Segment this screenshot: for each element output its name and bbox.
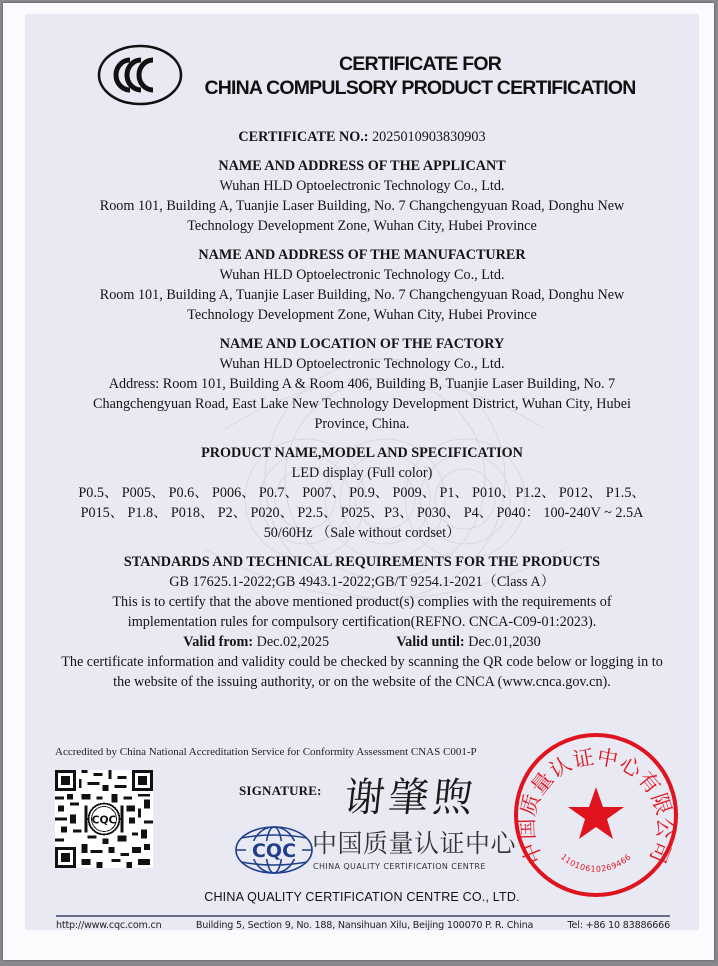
issuer-company-name: CHINA QUALITY CERTIFICATION CENTRE CO., LTD. <box>204 890 520 904</box>
valid-from-date: Dec.02,2025 <box>256 634 330 650</box>
factory-address-1: Address: Room 101, Building A & Room 406, Building B, Tuanjie Laser Building, No. 7 <box>108 376 616 392</box>
certificate-paper <box>25 14 699 930</box>
footer-telephone: Tel: +86 10 83886666 <box>567 920 670 930</box>
cqc-chinese-name: 中国质量认证中心 <box>312 829 517 858</box>
official-seal-stamp <box>510 729 682 901</box>
accreditation-note: Accredited by China National Accreditation Service for Conformity Assessment CNAS C001-P <box>55 746 477 758</box>
validity-row <box>25 632 699 652</box>
factory-name: Wuhan HLD Optoelectronic Technology Co., Ltd. <box>219 356 505 372</box>
product-models-1: P0.5、 P005、 P0.6、 P006、 P0.7、 P007、 P0.9、 P009、 P1、 P010、P1.2、 P012、 P1.5、 <box>78 485 646 501</box>
certify-statement-1: This is to certify that the above mentioned product(s) complies with the requirements of <box>112 594 612 610</box>
verification-note-2: the website of the issuing authority, or on the website of the CNCA (www.cnca.gov.cn). <box>113 674 611 690</box>
verification-note-1: The certificate information and validity could be checked by scanning the QR code below or logging in to <box>61 654 663 670</box>
footer <box>56 920 670 930</box>
signature: 谢肇煦 <box>342 775 480 821</box>
manufacturer-heading: NAME AND ADDRESS OF THE MANUFACTURER <box>198 247 526 263</box>
certificate-number-label: CERTIFICATE NO.: <box>238 129 369 145</box>
applicant-address-2: Technology Development Zone, Wuhan City, Hubei Province <box>187 218 537 234</box>
ccc-logo-icon <box>97 44 183 106</box>
applicant-heading: NAME AND ADDRESS OF THE APPLICANT <box>218 158 506 174</box>
title-line-1: CERTIFICATE FOR <box>338 53 502 75</box>
qr-code[interactable] <box>55 770 153 868</box>
footer-website-link[interactable]: http://www.cqc.com.cn <box>56 920 162 930</box>
title-line-2: CHINA COMPULSORY PRODUCT CERTIFICATION <box>204 77 636 99</box>
certificate-frame <box>3 3 714 960</box>
footer-divider <box>56 915 670 917</box>
manufacturer-address-2: Technology Development Zone, Wuhan City, Hubei Province <box>187 307 537 323</box>
manufacturer-name: Wuhan HLD Optoelectronic Technology Co., Ltd. <box>219 267 505 283</box>
certificate-number-row <box>25 127 699 147</box>
cqc-english-name: CHINA QUALITY CERTIFICATION CENTRE <box>313 862 486 871</box>
manufacturer-address-1: Room 101, Building A, Tuanjie Laser Building, No. 7 Changchengyuan Road, Donghu New <box>99 287 625 303</box>
footer-address: Building 5, Section 9, No. 188, Nansihuan Xilu, Beijing 100070 P. R. China <box>195 920 534 930</box>
valid-from-label: Valid from: <box>183 634 254 650</box>
product-models-3: 50/60Hz （Sale without cordset） <box>263 525 461 541</box>
svg-text:中国质量认证中心有限公司: 中国质量认证中心有限公司 <box>514 744 678 868</box>
valid-until-date: Dec.01,2030 <box>468 634 541 650</box>
applicant-address-1: Room 101, Building A, Tuanjie Laser Building, No. 7 Changchengyuan Road, Donghu New <box>99 198 625 214</box>
valid-until-label: Valid until: <box>396 634 465 650</box>
factory-address-2: Changchengyuan Road, East Lake New Technology Development District, Wuhan City, Hubei <box>93 396 631 412</box>
factory-heading: NAME AND LOCATION OF THE FACTORY <box>219 336 505 352</box>
certificate-body <box>25 127 699 692</box>
certify-statement-2: implementation rules for compulsory certification(REFNO. CNCA-C09-01:2023). <box>127 614 597 630</box>
svg-text:CQC: CQC <box>251 840 297 862</box>
certificate-title <box>175 52 665 100</box>
standards-heading: STANDARDS AND TECHNICAL REQUIREMENTS FOR THE PRODUCTS <box>123 554 601 570</box>
factory-address-3: Province, China. <box>314 416 410 432</box>
signature-label: SIGNATURE: <box>239 783 322 798</box>
certificate-number: 2025010903830903 <box>372 129 486 145</box>
product-heading: PRODUCT NAME,MODEL AND SPECIFICATION <box>201 445 523 461</box>
product-name: LED display (Full color) <box>291 465 433 481</box>
applicant-name: Wuhan HLD Optoelectronic Technology Co., Ltd. <box>219 178 505 194</box>
standards-list: GB 17625.1-2022;GB 4943.1-2022;GB/T 9254.1-2021（Class A） <box>169 574 555 590</box>
svg-text:CQC: CQC <box>91 813 117 827</box>
cqc-globe-logo-icon <box>233 824 315 876</box>
product-models-2: P015、 P1.8、 P018、 P2、 P020、 P2.5、 P025、P3、 P030、 P4、 P040： 100-240V ~ 2.5A <box>80 505 644 521</box>
svg-text:11010610269466: 11010610269466 <box>559 852 633 874</box>
